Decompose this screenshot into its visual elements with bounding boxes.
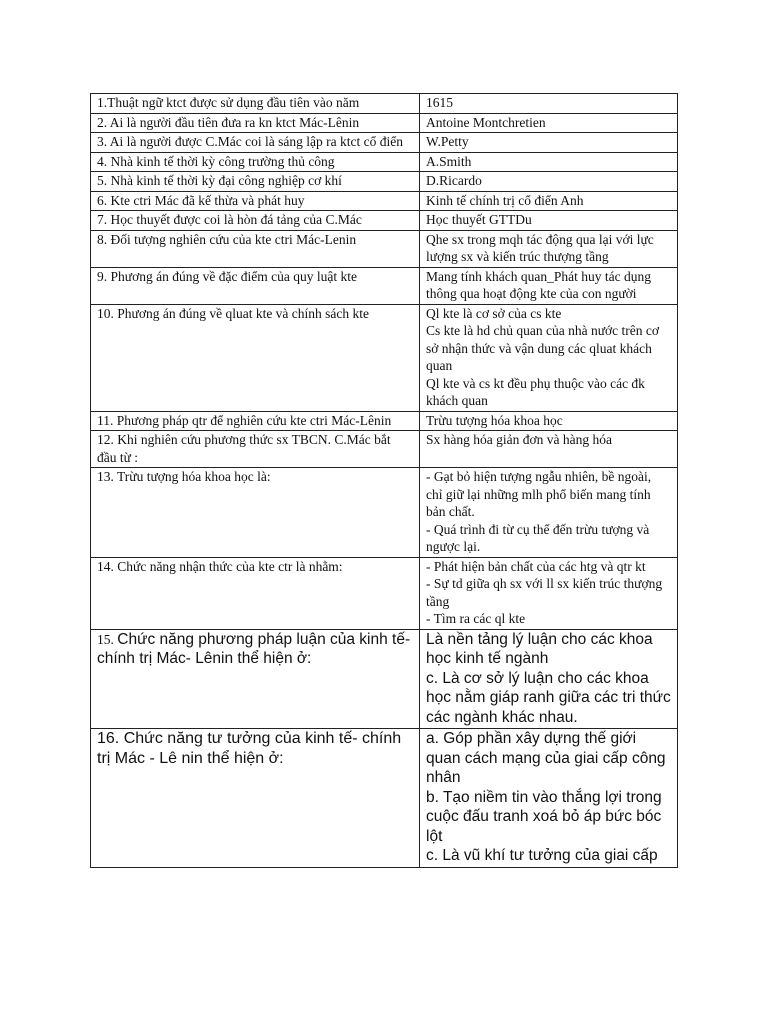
answer-cell: Mang tính khách quan_Phát huy tác dụng thông qua hoạt động kte của con người	[420, 267, 678, 304]
table-row	[91, 172, 678, 192]
answer-cell: Kinh tế chính trị cổ điển Anh	[420, 191, 678, 211]
question-cell: 11. Phương pháp qtr để nghiên cứu kte ctri Mác-Lênin	[91, 411, 420, 431]
qa-table	[90, 93, 678, 868]
table-row	[91, 557, 678, 629]
question-cell: 4. Nhà kinh tế thời kỳ công trường thủ công	[91, 152, 420, 172]
answer-cell: D.Ricardo	[420, 172, 678, 192]
answer-cell: Trừu tượng hóa khoa học	[420, 411, 678, 431]
question-cell: 12. Khi nghiên cứu phương thức sx TBCN. C.Mác bắt đầu từ :	[91, 431, 420, 468]
question-cell: 13. Trừu tượng hóa khoa học là:	[91, 468, 420, 558]
table-row	[91, 152, 678, 172]
question-cell: 8. Đối tượng nghiên cứu của kte ctri Mác-Lenin	[91, 230, 420, 267]
question-cell: 10. Phương án đúng về qluat kte và chính sách kte	[91, 304, 420, 411]
answer-cell: - Gạt bỏ hiện tượng ngẫu nhiên, bề ngoài, chỉ giữ lại những mlh phổ biến mang tính bản chất. - Quá trình đi từ cụ thể đến trừu tượng và ngược lại.	[420, 468, 678, 558]
answer-cell: Học thuyết GTTDu	[420, 211, 678, 231]
table-row	[91, 211, 678, 231]
answer-cell: a. Góp phần xây dựng thế giới quan cách mạng của giai cấp công nhân b. Tạo niềm tin vào thắng lợi trong cuộc đấu tranh xoá bỏ áp bức bóc lột c. Là vũ khí tư tưởng của giai cấp	[420, 729, 678, 868]
table-row	[91, 267, 678, 304]
question-cell: 6. Kte ctri Mác đã kế thừa và phát huy	[91, 191, 420, 211]
question-cell: 16. Chức năng tư tưởng của kinh tế- chính trị Mác - Lê nin thể hiện ở:	[91, 729, 420, 868]
answer-cell: W.Petty	[420, 133, 678, 153]
table-row	[91, 304, 678, 411]
question-cell: 14. Chức năng nhận thức của kte ctr là nhằm:	[91, 557, 420, 629]
table-row	[91, 729, 678, 868]
table-row	[91, 113, 678, 133]
answer-cell: Sx hàng hóa giản đơn và hàng hóa	[420, 431, 678, 468]
table-row	[91, 133, 678, 153]
question-cell: 9. Phương án đúng về đặc điểm của quy luật kte	[91, 267, 420, 304]
table-row	[91, 94, 678, 114]
answer-cell: Antoine Montchretien	[420, 113, 678, 133]
question-cell: 3. Ai là người được C.Mác coi là sáng lập ra ktct cổ điển	[91, 133, 420, 153]
answer-cell: 1615	[420, 94, 678, 114]
answer-cell: Ql kte là cơ sở của cs kte Cs kte là hd chủ quan của nhà nước trên cơ sở nhận thức và vận dung các qluat khách quan Ql kte và cs kt đều phụ thuộc vào các đk khách quan	[420, 304, 678, 411]
answer-cell: Là nền tảng lý luận cho các khoa học kinh tế ngành c. Là cơ sở lý luận cho các khoa học nằm giáp ranh giữa các tri thức các ngành khác nhau.	[420, 629, 678, 729]
question-cell	[91, 629, 420, 729]
question-cell: 1.Thuật ngữ ktct được sử dụng đầu tiên vào năm	[91, 94, 420, 114]
table-row	[91, 431, 678, 468]
question-text: Chức năng phương pháp luận của kinh tế- chính trị Mác- Lênin thể hiện ở:	[97, 630, 411, 667]
table-row	[91, 468, 678, 558]
table-row	[91, 230, 678, 267]
answer-cell: Qhe sx trong mqh tác động qua lại với lực lượng sx và kiến trúc thượng tầng	[420, 230, 678, 267]
answer-cell: - Phát hiện bản chất của các htg và qtr kt - Sự td giữa qh sx với ll sx kiến trúc thượng tầng - Tìm ra các ql kte	[420, 557, 678, 629]
question-cell: 5. Nhà kinh tế thời kỳ đại công nghiệp cơ khí	[91, 172, 420, 192]
question-cell: 2. Ai là người đầu tiên đưa ra kn ktct Mác-Lênin	[91, 113, 420, 133]
question-number: 15.	[97, 631, 118, 647]
table-row	[91, 629, 678, 729]
question-cell: 7. Học thuyết được coi là hòn đá tảng của C.Mác	[91, 211, 420, 231]
table-row	[91, 411, 678, 431]
table-row	[91, 191, 678, 211]
answer-cell: A.Smith	[420, 152, 678, 172]
